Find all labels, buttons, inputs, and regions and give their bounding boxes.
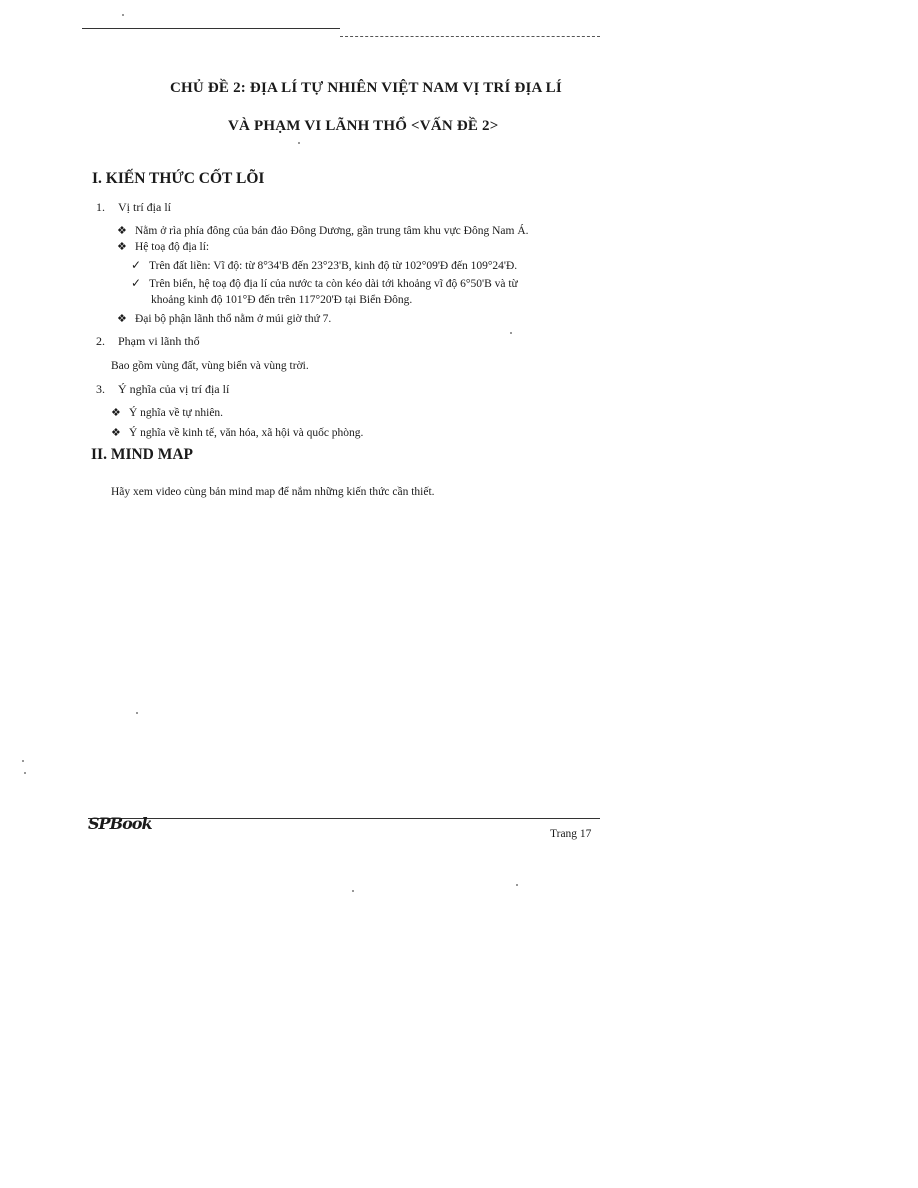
header-rule	[82, 28, 340, 29]
section-heading-2: II. MIND MAP	[91, 446, 194, 463]
scan-speck	[298, 142, 300, 144]
item-number: 3.	[96, 382, 105, 396]
diamond-bullet-icon: ❖	[111, 407, 121, 419]
list-item: ❖ Nằm ở rìa phía đông của bán đảo Đông Dương, gần trung tâm khu vực Đông Nam Á.	[117, 225, 529, 237]
footer-rule	[88, 818, 600, 819]
scan-speck	[352, 890, 354, 892]
item-label: Phạm vi lãnh thổ	[118, 334, 200, 348]
diamond-bullet-icon: ❖	[117, 313, 127, 325]
list-item: ✓ Trên biển, hệ toạ độ địa lí của nước ta còn kéo dài tới khoảng vĩ độ 6°50'B và từ	[131, 276, 518, 290]
paragraph: Bao gồm vùng đất, vùng biển và vùng trời.	[111, 360, 309, 372]
section-heading-1: I. KIẾN THỨC CỐT LÕI	[92, 170, 265, 187]
page-title-line2: VÀ PHẠM VI LÃNH THỔ <VẤN ĐỀ 2>	[228, 118, 499, 134]
item-label: Vị trí địa lí	[118, 200, 171, 214]
item-2-title	[96, 334, 200, 349]
checkmark-icon: ✓	[131, 258, 142, 272]
diamond-bullet-icon: ❖	[117, 241, 127, 253]
item-3-title	[96, 382, 229, 397]
scan-speck	[24, 772, 26, 774]
list-item: ✓ Trên đất liền: Vĩ độ: từ 8°34'B đến 23°23'B, kinh độ từ 102°09'Đ đến 109°24'Đ.	[131, 258, 518, 272]
list-item: ❖ Ý nghĩa về tự nhiên.	[111, 407, 224, 419]
list-item: ❖ Ý nghĩa về kinh tế, văn hóa, xã hội và quốc phòng.	[111, 427, 364, 439]
checkmark-icon: ✓	[131, 276, 142, 290]
item-number: 1.	[96, 200, 105, 214]
paragraph: Hãy xem video cùng bản mind map để nắm những kiến thức cần thiết.	[111, 486, 435, 498]
list-item: ❖ Hệ toạ độ địa lí:	[117, 241, 210, 253]
scan-speck	[516, 884, 518, 886]
spbook-logo: SPBook	[88, 814, 152, 833]
item-number: 2.	[96, 334, 105, 348]
list-item: ❖ Đại bộ phận lãnh thổ nằm ở múi giờ thứ 7.	[117, 313, 332, 325]
item-1-title	[96, 200, 171, 215]
diamond-bullet-icon: ❖	[111, 427, 121, 439]
header-rule-dashed	[340, 36, 600, 37]
list-item-continuation: khoảng kinh độ 101°Đ đến trên 117°20'Đ tại Biển Đông.	[151, 294, 413, 306]
scan-speck	[510, 332, 512, 334]
item-label: Ý nghĩa của vị trí địa lí	[118, 382, 230, 396]
scan-speck	[22, 760, 24, 762]
diamond-bullet-icon: ❖	[117, 225, 127, 237]
scan-speck	[122, 14, 124, 16]
scan-speck	[136, 712, 138, 714]
page-title-line1: CHỦ ĐỀ 2: ĐỊA LÍ TỰ NHIÊN VIỆT NAM VỊ TRÍ ĐỊA LÍ	[170, 80, 562, 96]
page-number: Trang 17	[550, 828, 592, 840]
